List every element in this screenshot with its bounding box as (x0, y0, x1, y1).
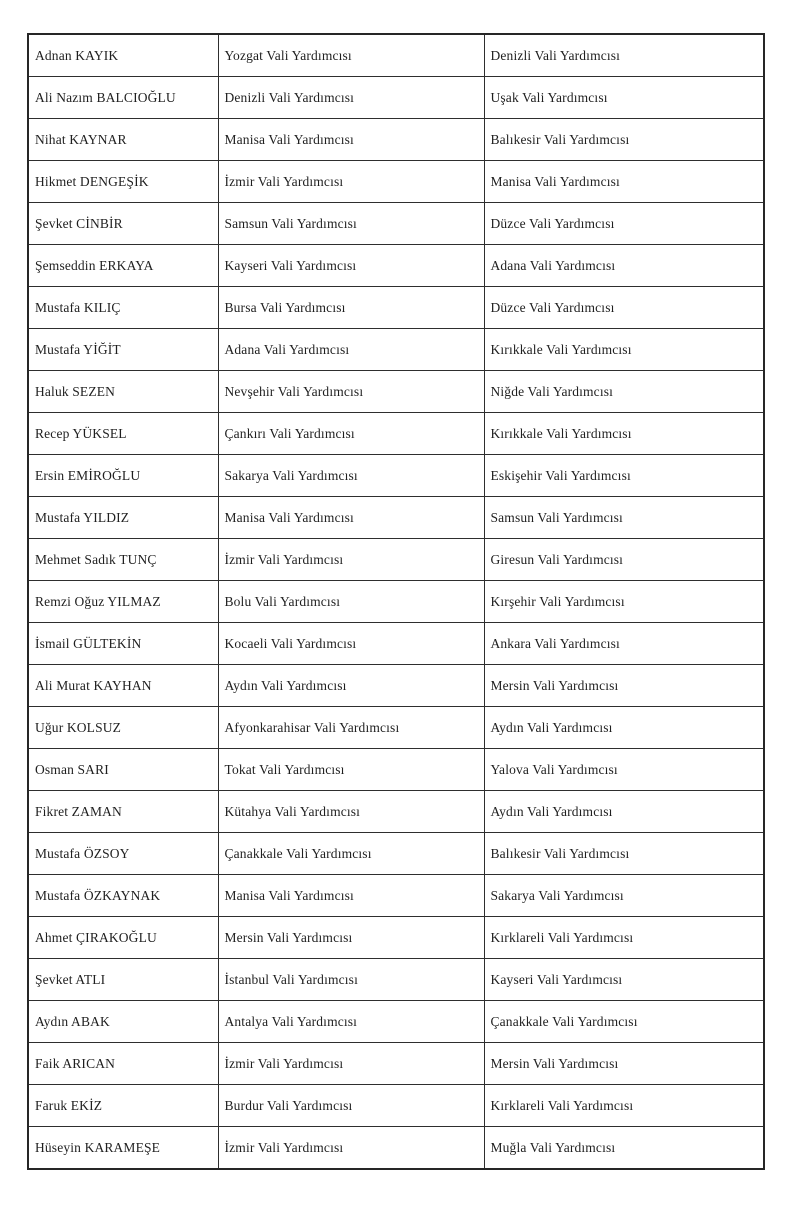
table-row (28, 581, 764, 623)
cell-name: Mustafa YILDIZ (28, 497, 218, 539)
cell-current-position: Denizli Vali Yardımcısı (218, 77, 484, 119)
table-row (28, 455, 764, 497)
cell-name: Hikmet DENGEŞİK (28, 161, 218, 203)
table-row (28, 161, 764, 203)
cell-name: Faik ARICAN (28, 1043, 218, 1085)
cell-current-position: Kütahya Vali Yardımcısı (218, 791, 484, 833)
cell-new-position: Mersin Vali Yardımcısı (484, 665, 764, 707)
cell-name: Şevket CİNBİR (28, 203, 218, 245)
cell-name: Remzi Oğuz YILMAZ (28, 581, 218, 623)
table-row (28, 791, 764, 833)
cell-name: Mustafa KILIÇ (28, 287, 218, 329)
cell-new-position: Çanakkale Vali Yardımcısı (484, 1001, 764, 1043)
cell-name: Adnan KAYIK (28, 34, 218, 77)
table-row (28, 413, 764, 455)
cell-current-position: İzmir Vali Yardımcısı (218, 539, 484, 581)
cell-current-position: Bursa Vali Yardımcısı (218, 287, 484, 329)
table-row (28, 119, 764, 161)
cell-new-position: Kayseri Vali Yardımcısı (484, 959, 764, 1001)
cell-name: Ali Murat KAYHAN (28, 665, 218, 707)
table-row (28, 707, 764, 749)
cell-current-position: Yozgat Vali Yardımcısı (218, 34, 484, 77)
cell-current-position: İzmir Vali Yardımcısı (218, 1043, 484, 1085)
cell-new-position: Samsun Vali Yardımcısı (484, 497, 764, 539)
cell-new-position: Düzce Vali Yardımcısı (484, 203, 764, 245)
table-row (28, 77, 764, 119)
cell-name: Ali Nazım BALCIOĞLU (28, 77, 218, 119)
table-row (28, 371, 764, 413)
cell-new-position: Kırklareli Vali Yardımcısı (484, 1085, 764, 1127)
cell-name: Hüseyin KARAMEŞE (28, 1127, 218, 1170)
cell-new-position: Kırıkkale Vali Yardımcısı (484, 329, 764, 371)
cell-name: Faruk EKİZ (28, 1085, 218, 1127)
cell-new-position: Sakarya Vali Yardımcısı (484, 875, 764, 917)
cell-name: Ahmet ÇIRAKOĞLU (28, 917, 218, 959)
cell-current-position: Mersin Vali Yardımcısı (218, 917, 484, 959)
table-row (28, 623, 764, 665)
cell-current-position: Adana Vali Yardımcısı (218, 329, 484, 371)
cell-name: Nihat KAYNAR (28, 119, 218, 161)
cell-current-position: Tokat Vali Yardımcısı (218, 749, 484, 791)
table-row (28, 287, 764, 329)
cell-new-position: Ankara Vali Yardımcısı (484, 623, 764, 665)
table-row (28, 203, 764, 245)
table-row (28, 917, 764, 959)
cell-current-position: Nevşehir Vali Yardımcısı (218, 371, 484, 413)
cell-name: Fikret ZAMAN (28, 791, 218, 833)
cell-current-position: İzmir Vali Yardımcısı (218, 161, 484, 203)
cell-new-position: Denizli Vali Yardımcısı (484, 34, 764, 77)
cell-current-position: Kayseri Vali Yardımcısı (218, 245, 484, 287)
cell-name: Şemseddin ERKAYA (28, 245, 218, 287)
cell-new-position: Kırıkkale Vali Yardımcısı (484, 413, 764, 455)
table-row (28, 1001, 764, 1043)
cell-new-position: Muğla Vali Yardımcısı (484, 1127, 764, 1170)
cell-name: Haluk SEZEN (28, 371, 218, 413)
cell-current-position: Antalya Vali Yardımcısı (218, 1001, 484, 1043)
table-row (28, 497, 764, 539)
table-row (28, 539, 764, 581)
cell-current-position: Aydın Vali Yardımcısı (218, 665, 484, 707)
cell-current-position: Çanakkale Vali Yardımcısı (218, 833, 484, 875)
cell-new-position: Eskişehir Vali Yardımcısı (484, 455, 764, 497)
cell-name: Mehmet Sadık TUNÇ (28, 539, 218, 581)
cell-name: Mustafa YİĞİT (28, 329, 218, 371)
table-row (28, 875, 764, 917)
cell-name: Osman SARI (28, 749, 218, 791)
cell-current-position: Kocaeli Vali Yardımcısı (218, 623, 484, 665)
cell-new-position: Yalova Vali Yardımcısı (484, 749, 764, 791)
cell-current-position: Manisa Vali Yardımcısı (218, 497, 484, 539)
cell-name: İsmail GÜLTEKİN (28, 623, 218, 665)
table-row (28, 34, 764, 77)
cell-current-position: Sakarya Vali Yardımcısı (218, 455, 484, 497)
cell-current-position: İstanbul Vali Yardımcısı (218, 959, 484, 1001)
table-row (28, 833, 764, 875)
cell-new-position: Manisa Vali Yardımcısı (484, 161, 764, 203)
cell-new-position: Adana Vali Yardımcısı (484, 245, 764, 287)
cell-current-position: Manisa Vali Yardımcısı (218, 119, 484, 161)
cell-name: Recep YÜKSEL (28, 413, 218, 455)
table-row (28, 749, 764, 791)
cell-name: Ersin EMİROĞLU (28, 455, 218, 497)
table-row (28, 1043, 764, 1085)
cell-new-position: Balıkesir Vali Yardımcısı (484, 119, 764, 161)
cell-name: Uğur KOLSUZ (28, 707, 218, 749)
table-row (28, 1127, 764, 1170)
cell-new-position: Düzce Vali Yardımcısı (484, 287, 764, 329)
cell-current-position: Afyonkarahisar Vali Yardımcısı (218, 707, 484, 749)
cell-name: Mustafa ÖZSOY (28, 833, 218, 875)
table-row (28, 665, 764, 707)
cell-new-position: Uşak Vali Yardımcısı (484, 77, 764, 119)
assignments-table-body (28, 34, 764, 1169)
cell-new-position: Kırşehir Vali Yardımcısı (484, 581, 764, 623)
cell-new-position: Kırklareli Vali Yardımcısı (484, 917, 764, 959)
cell-current-position: Bolu Vali Yardımcısı (218, 581, 484, 623)
table-row (28, 329, 764, 371)
cell-current-position: Çankırı Vali Yardımcısı (218, 413, 484, 455)
cell-new-position: Aydın Vali Yardımcısı (484, 707, 764, 749)
cell-new-position: Niğde Vali Yardımcısı (484, 371, 764, 413)
cell-current-position: Samsun Vali Yardımcısı (218, 203, 484, 245)
table-row (28, 1085, 764, 1127)
cell-name: Şevket ATLI (28, 959, 218, 1001)
cell-current-position: Manisa Vali Yardımcısı (218, 875, 484, 917)
cell-name: Aydın ABAK (28, 1001, 218, 1043)
cell-new-position: Giresun Vali Yardımcısı (484, 539, 764, 581)
cell-new-position: Mersin Vali Yardımcısı (484, 1043, 764, 1085)
table-row (28, 959, 764, 1001)
cell-name: Mustafa ÖZKAYNAK (28, 875, 218, 917)
cell-new-position: Aydın Vali Yardımcısı (484, 791, 764, 833)
cell-current-position: İzmir Vali Yardımcısı (218, 1127, 484, 1170)
assignments-table (27, 33, 765, 1170)
cell-new-position: Balıkesir Vali Yardımcısı (484, 833, 764, 875)
cell-current-position: Burdur Vali Yardımcısı (218, 1085, 484, 1127)
table-row (28, 245, 764, 287)
